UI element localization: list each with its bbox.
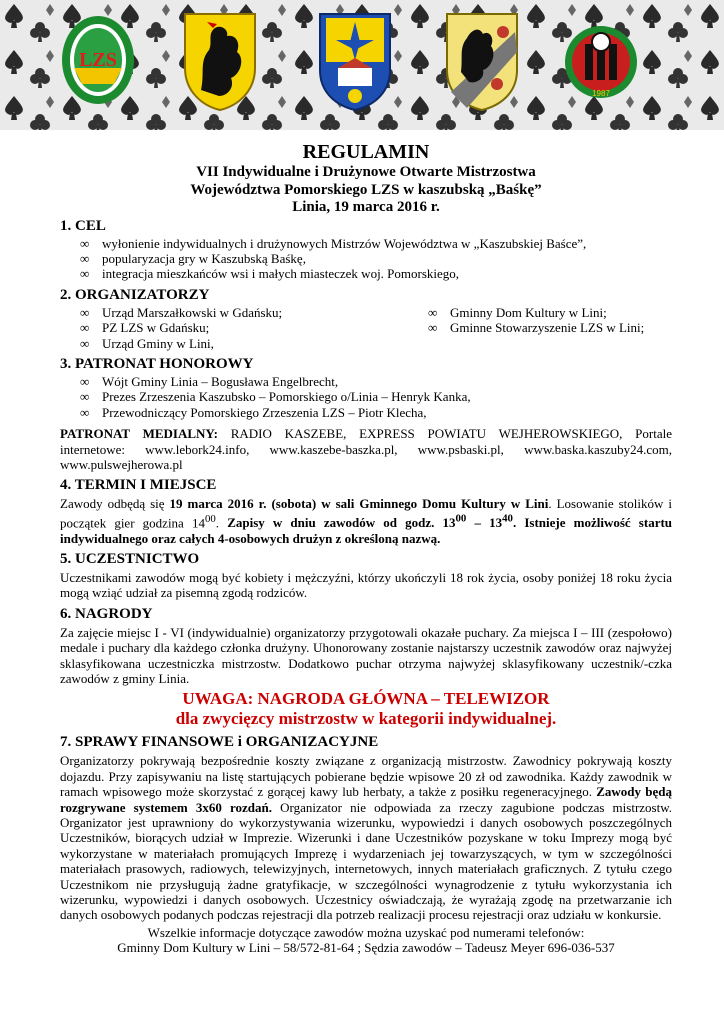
media-patronage-label: PATRONAT MEDIALNY: — [60, 426, 218, 442]
subtitle-line-2: Województwa Pomorskiego LZS w kaszubską „Baśkę” — [190, 181, 542, 198]
termin-text: . Istnieje możliwość startu indywidualnego oraz całych 4-osobowych drużyn z określoną nazwą. — [60, 515, 673, 546]
footer-contact — [60, 925, 672, 956]
list-item: ∞ Urząd Gminy w Lini, — [80, 336, 408, 351]
list-item: ∞ popularyzacja gry w Kaszubską Baśkę, — [80, 251, 672, 266]
main-prize-line-1: UWAGA: NAGRODA GŁÓWNA – TELEWIZOR — [182, 689, 550, 709]
svg-text:1987: 1987 — [592, 89, 610, 98]
section-heading-sprawy: 7. SPRAWY FINANSOWE i ORGANIZACYJNE — [60, 734, 379, 751]
list-item: ∞ Gminne Stowarzyszenie LZS w Lini; — [428, 320, 644, 335]
media-patronage — [60, 426, 672, 472]
svg-text:LZS: LZS — [79, 49, 117, 71]
subtitle-line-1: VII Indywidualne i Drużynowe Otwarte Mistrzostwa — [196, 164, 536, 180]
list-item: ∞ Przewodniczący Pomorskiego Zrzeszenia LZS – Piotr Klecha, — [80, 405, 672, 420]
list-item: ∞ Wójt Gminy Linia – Bogusława Engelbrecht, — [80, 374, 672, 389]
header-banner — [0, 0, 724, 130]
kashubian-griffin-crest-icon — [445, 12, 519, 112]
termin-text: – 13 — [466, 515, 503, 531]
main-prize-notice — [60, 689, 672, 729]
section-heading-nagrody: 6. NAGRODY — [60, 605, 153, 622]
termin-paragraph — [60, 496, 672, 546]
club-crest-icon — [563, 12, 639, 112]
section-heading-patronat: 3. PATRONAT HONOROWY — [60, 355, 254, 372]
termin-text: . — [215, 515, 228, 531]
organizers-list-1 — [60, 305, 408, 351]
termin-time-sup: 00 — [204, 512, 216, 525]
termin-text: Zapisy w dniu zawodów od godz. 13 — [227, 515, 456, 531]
nagrody-paragraph: Za zajęcie miejsc I - VI (indywidualnie) organizatorzy przygotowali okazałe puchary. Za miejsca I – III (zespołowo) medale i puchary dla każdego członka drużyny. Uhonorowany zostanie najstarszy uczestnik zawodów oraz najwyżej sklasyfikowana uczestniczka mistrzostw. Dodatkowo puchar otrzyma najwyżej sklasyfikowany uczestnik/-czka zawodów z gminy Linia. — [60, 624, 672, 686]
section-heading-cel: 1. CEL — [60, 217, 106, 234]
sprawy-text: Organizatorzy pokrywają bezpośrednie koszty związane z organizacją mistrzostw. Zawodnicy pokrywają koszty dojazdu. Przy zapisywaniu na listę startujących pobierane będzie wpisowe 20 zł od zawodnika. Każdy zawodnik w ramach wpisowego może skorzystać z gorącej kawy lub herbaty, a także z posiłku regeneracyjnego. — [60, 753, 672, 800]
uczestnictwo-paragraph: Uczestnikami zawodów mogą być kobiety i mężczyźni, którzy ukończyli 18 rok życia, osoby poniżej 18 roku życia mogą wziąć udział za pisemną zgodą rodziców. — [60, 569, 672, 601]
sprawy-bold-text: Zawody będą rozgrywane systemem 3x60 rozdań. — [60, 784, 672, 815]
termin-date-place: 19 marca 2016 r. (sobota) w sali Gminnego Domu Kultury w Lini — [169, 496, 549, 512]
footer-line-2: Gminny Dom Kultury w Lini – 58/572-81-64 ; Sędzia zawodów – Tadeusz Meyer 696-036-537 — [117, 940, 615, 956]
list-item: ∞ Gminny Dom Kultury w Lini; — [428, 305, 644, 320]
list-item: ∞ PZ LZS w Gdańsku; — [80, 320, 408, 335]
list-item: ∞ Prezes Zrzeszenia Kaszubsko – Pomorskiego o/Linia – Henryk Kanka, — [80, 389, 672, 404]
termin-time-sup: 40 — [502, 512, 513, 525]
sprawy-paragraph — [60, 753, 672, 922]
termin-text: Zawody odbędą się — [60, 496, 170, 512]
main-prize-line-2: dla zwycięzcy mistrzostw w kategorii indywidualnej. — [175, 709, 557, 729]
media-patronage-text: RADIO KASZEBE, EXPRESS POWIATU WEJHEROWSKIEGO, Portale internetowe: www.lebork24.info, www.kaszebe-baszka.pl, www.psbaski.pl, www.baska.kaszuby24.com, www.pulswejherowa.pl — [60, 426, 672, 472]
footer-line-1: Wszelkie informacje dotyczące zawodów można uzyskać pod numerami telefonów: — [147, 924, 585, 940]
sprawy-text: Organizator nie odpowiada za rzeczy zagubione podczas mistrzostw. Organizator jest uprawniony do wykorzystywania wizerunku, wypowiedzi i danych osobowych poszczególnych Uczestników, biorących udział w Imprezie. Wizerunki i dane Uczestników pozyskane w toku Imprezy mogą być wykorzystane w materiałach promujących Imprezę i wydarzeniach jej towarzyszących, w tym w szczególności materiałach prasowych, radiowych, telewizyjnych, internetowych, innych materiałach graficznych. Z tytułu czego Uczestnikom nie przysługują żadne gratyfikacje, w szczególności wynagrodzenie z tytułu wykorzystania ich wizerunku, wypowiedzi i danych osobowych. Uczestnicy oświadczają, że wyrażają zgodę na przetwarzanie ich danych osobowych podanych podczas rejestracji dla potrzeb realizacji procesu rejestracji oraz udziału w konkursie. — [60, 799, 673, 923]
patronat-list — [60, 374, 672, 420]
organizers-columns — [60, 304, 672, 351]
termin-text: . Losowanie stolików i początek gier godzina 14 — [60, 496, 672, 531]
section-heading-organizatorzy: 2. ORGANIZATORZY — [60, 286, 210, 303]
list-item: ∞ Urząd Marszałkowski w Gdańsku; — [80, 305, 408, 320]
page-title: REGULAMIN — [302, 141, 430, 163]
cel-list — [60, 236, 672, 282]
pomorskie-griffin-crest-icon — [183, 12, 257, 112]
termin-time-sup: 00 — [455, 512, 467, 525]
lzs-crest-icon — [60, 12, 136, 112]
regulations-document — [60, 140, 672, 956]
list-item: ∞ wyłonienie indywidualnych i drużynowych Mistrzów Województwa w „Kaszubskiej Baśce”, — [80, 236, 672, 251]
list-item: ∞ integracja mieszkańców wsi i małych miasteczek woj. Pomorskiego, — [80, 266, 672, 281]
section-heading-termin: 4. TERMIN I MIEJSCE — [60, 477, 217, 494]
linia-crest-icon — [318, 12, 392, 112]
organizers-list-2 — [408, 305, 644, 351]
section-heading-uczestnictwo: 5. UCZESTNICTWO — [60, 550, 200, 567]
subtitle-line-3: Linia, 19 marca 2016 r. — [292, 199, 440, 215]
